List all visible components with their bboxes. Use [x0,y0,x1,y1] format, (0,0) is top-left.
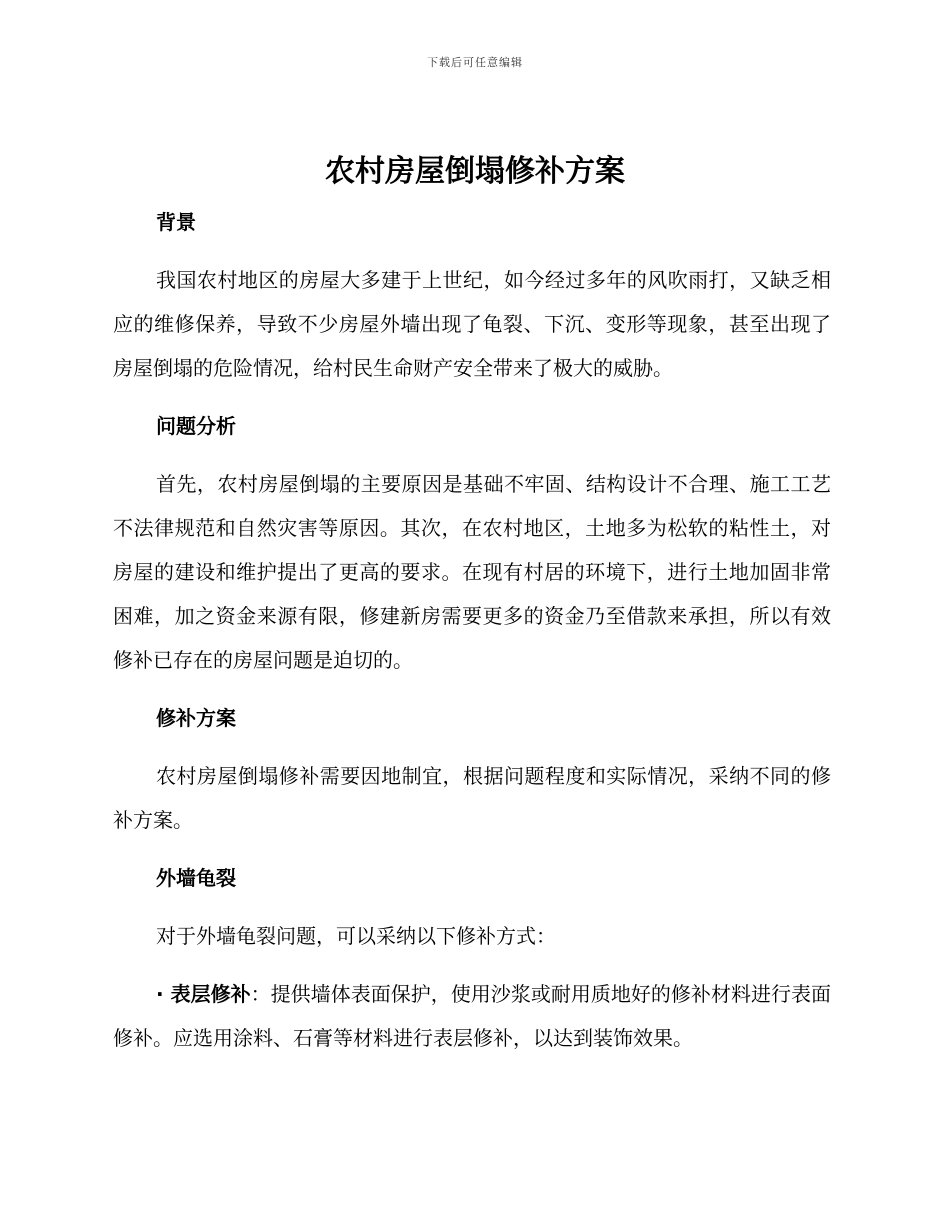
cracks-intro-paragraph: 对于外墙龟裂问题，可以采纳以下修补方式： [156,924,556,948]
section-heading-analysis: 问题分析 [156,414,236,438]
section-heading-background: 背景 [156,210,196,234]
page-header-note: 下载后可任意编辑 [427,56,523,69]
analysis-paragraph: 首先，农村房屋倒塌的主要原因是基础不牢固、结构设计不合理、施工工艺不法律规范和自然灾害等原因。其次，在农村地区，土地多为松软的粘性土，对房屋的建设和维护提出了更高的要求。在现有村居的环境下，进行土地加固非常困难，加之资金来源有限，修建新房需要更多的资金乃至借款来承担，所以有效修补已存在的房屋问题是迫切的。 [113,472,831,672]
bullet-surface-repair-label: · 表层修补 [156,982,251,1006]
section-heading-plan: 修补方案 [156,706,236,730]
section-heading-cracks: 外墙龟裂 [156,866,236,890]
background-paragraph: 我国农村地区的房屋大多建于上世纪，如今经过多年的风吹雨打，又缺乏相应的维修保养，导致不少房屋外墙出现了龟裂、下沉、变形等现象，甚至出现了房屋倒塌的危险情况，给村民生命财产安全带来了极大的威胁。 [113,268,831,380]
document-title: 农村房屋倒塌修补方案 [325,154,625,189]
document-body [113,200,831,1074]
bullet-surface-repair-text: ：提供墙体表面保护，使用沙浆或耐用质地好的修补材料进行表面修补。应选用涂料、石膏等材料进行表层修补，以达到装饰效果。 [113,982,832,1050]
plan-paragraph: 农村房屋倒塌修补需要因地制宜，根据问题程度和实际情况，采纳不同的修补方案。 [113,764,831,832]
bullet-surface-repair [113,972,831,1060]
